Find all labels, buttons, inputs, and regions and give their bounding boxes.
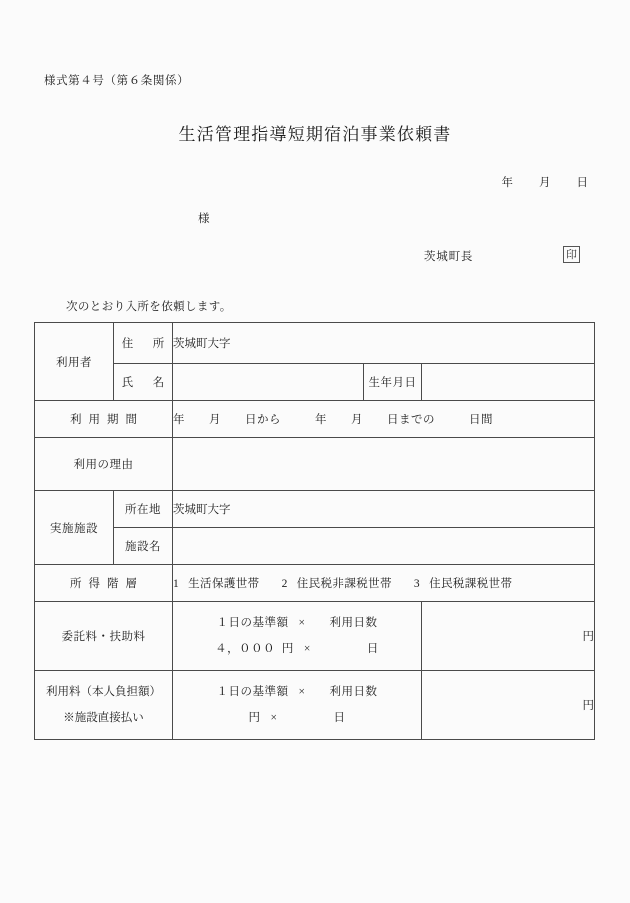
commission-base-label: １日の基準額 <box>216 616 289 629</box>
cell-facility-address-label: 所在地 <box>114 491 173 528</box>
cell-period-value[interactable] <box>173 401 595 438</box>
usagefee-label-note: ※施設直接払い <box>63 711 144 724</box>
table-row <box>35 602 595 671</box>
cell-user-label: 利用者 <box>35 323 114 401</box>
commission-rate-value: ４，０００ <box>215 642 276 655</box>
commission-amount-unit: 円 <box>582 631 594 643</box>
form-number: 様式第４号（第６条関係） <box>44 75 190 87</box>
income-option-2-number: 2 <box>281 578 288 590</box>
multiply-icon: × <box>298 616 306 629</box>
commission-yen-unit: 円 <box>281 642 294 655</box>
table-row <box>35 401 595 438</box>
usagefee-days-label: 利用日数 <box>329 685 378 698</box>
cell-address-label: 住 所 <box>114 323 173 364</box>
usagefee-base-label: １日の基準額 <box>216 685 289 698</box>
cell-name-value[interactable] <box>173 364 364 401</box>
table-row <box>35 565 595 602</box>
request-form-table <box>34 322 595 740</box>
cell-commission-label: 委託料・扶助料 <box>35 602 173 671</box>
cell-birthdate-label: 生年月日 <box>364 364 422 401</box>
cell-facility-label: 実施施設 <box>35 491 114 565</box>
usagefee-days-unit: 日 <box>333 711 346 724</box>
table-row <box>35 438 595 491</box>
usagefee-label-main: 利用料（本人負担額） <box>46 685 161 698</box>
date-day-label: 日 <box>576 177 588 189</box>
lead-sentence: 次のとおり入所を依頼します。 <box>66 301 232 313</box>
period-from-day: 日から <box>245 414 281 426</box>
table-row <box>35 491 595 528</box>
seal-stamp-box: 印 <box>563 246 580 263</box>
period-to-day: 日までの <box>387 414 435 426</box>
cell-address-value[interactable]: 茨城町大字 <box>173 323 595 364</box>
table-row <box>35 364 595 401</box>
commission-days-label: 利用日数 <box>329 616 378 629</box>
date-year-label: 年 <box>501 177 513 189</box>
cell-birthdate-value[interactable] <box>422 364 595 401</box>
cell-reason-value[interactable] <box>173 438 595 491</box>
date-line <box>0 174 588 190</box>
multiply-icon: × <box>298 685 306 698</box>
period-from-month: 月 <box>209 414 221 426</box>
period-total-days: 日間 <box>469 414 493 426</box>
cell-facility-name-label: 施設名 <box>114 528 173 565</box>
multiply-icon: × <box>303 642 311 655</box>
cell-usagefee-label <box>35 671 173 740</box>
addressee-suffix: 様 <box>198 213 210 225</box>
income-option-3-label: 住民税課税世帯 <box>429 578 513 590</box>
cell-reason-label: 利用の理由 <box>35 438 173 491</box>
income-option-3-number: 3 <box>413 578 421 590</box>
cell-period-label: 利用期間 <box>35 401 173 438</box>
usagefee-yen-unit: 円 <box>248 711 261 724</box>
period-from-year: 年 <box>173 414 185 426</box>
signer-name: 茨城町長 <box>424 251 474 263</box>
period-to-month: 月 <box>351 414 363 426</box>
date-month-label: 月 <box>539 177 551 189</box>
cell-facility-address-value[interactable]: 茨城町大字 <box>173 491 595 528</box>
cell-income-options[interactable] <box>173 565 595 602</box>
cell-income-label: 所得階層 <box>35 565 173 602</box>
cell-name-label: 氏 名 <box>114 364 173 401</box>
cell-usagefee-formula[interactable] <box>173 671 422 740</box>
period-to-year: 年 <box>315 414 327 426</box>
table-row <box>35 671 595 740</box>
multiply-icon: × <box>270 711 278 724</box>
cell-usagefee-amount[interactable] <box>422 671 595 740</box>
cell-facility-name-value[interactable] <box>173 528 595 565</box>
page-title: 生活管理指導短期宿泊事業依頼書 <box>178 125 452 144</box>
income-option-1-number: 1 <box>173 578 180 590</box>
cell-commission-formula[interactable] <box>173 602 422 671</box>
commission-days-unit: 日 <box>366 642 379 655</box>
table-row <box>35 528 595 565</box>
table-row <box>35 323 595 364</box>
cell-commission-amount[interactable] <box>422 602 595 671</box>
income-option-1-label: 生活保護世帯 <box>188 578 260 590</box>
usagefee-amount-unit: 円 <box>582 700 594 712</box>
income-option-2-label: 住民税非課税世帯 <box>296 578 392 590</box>
